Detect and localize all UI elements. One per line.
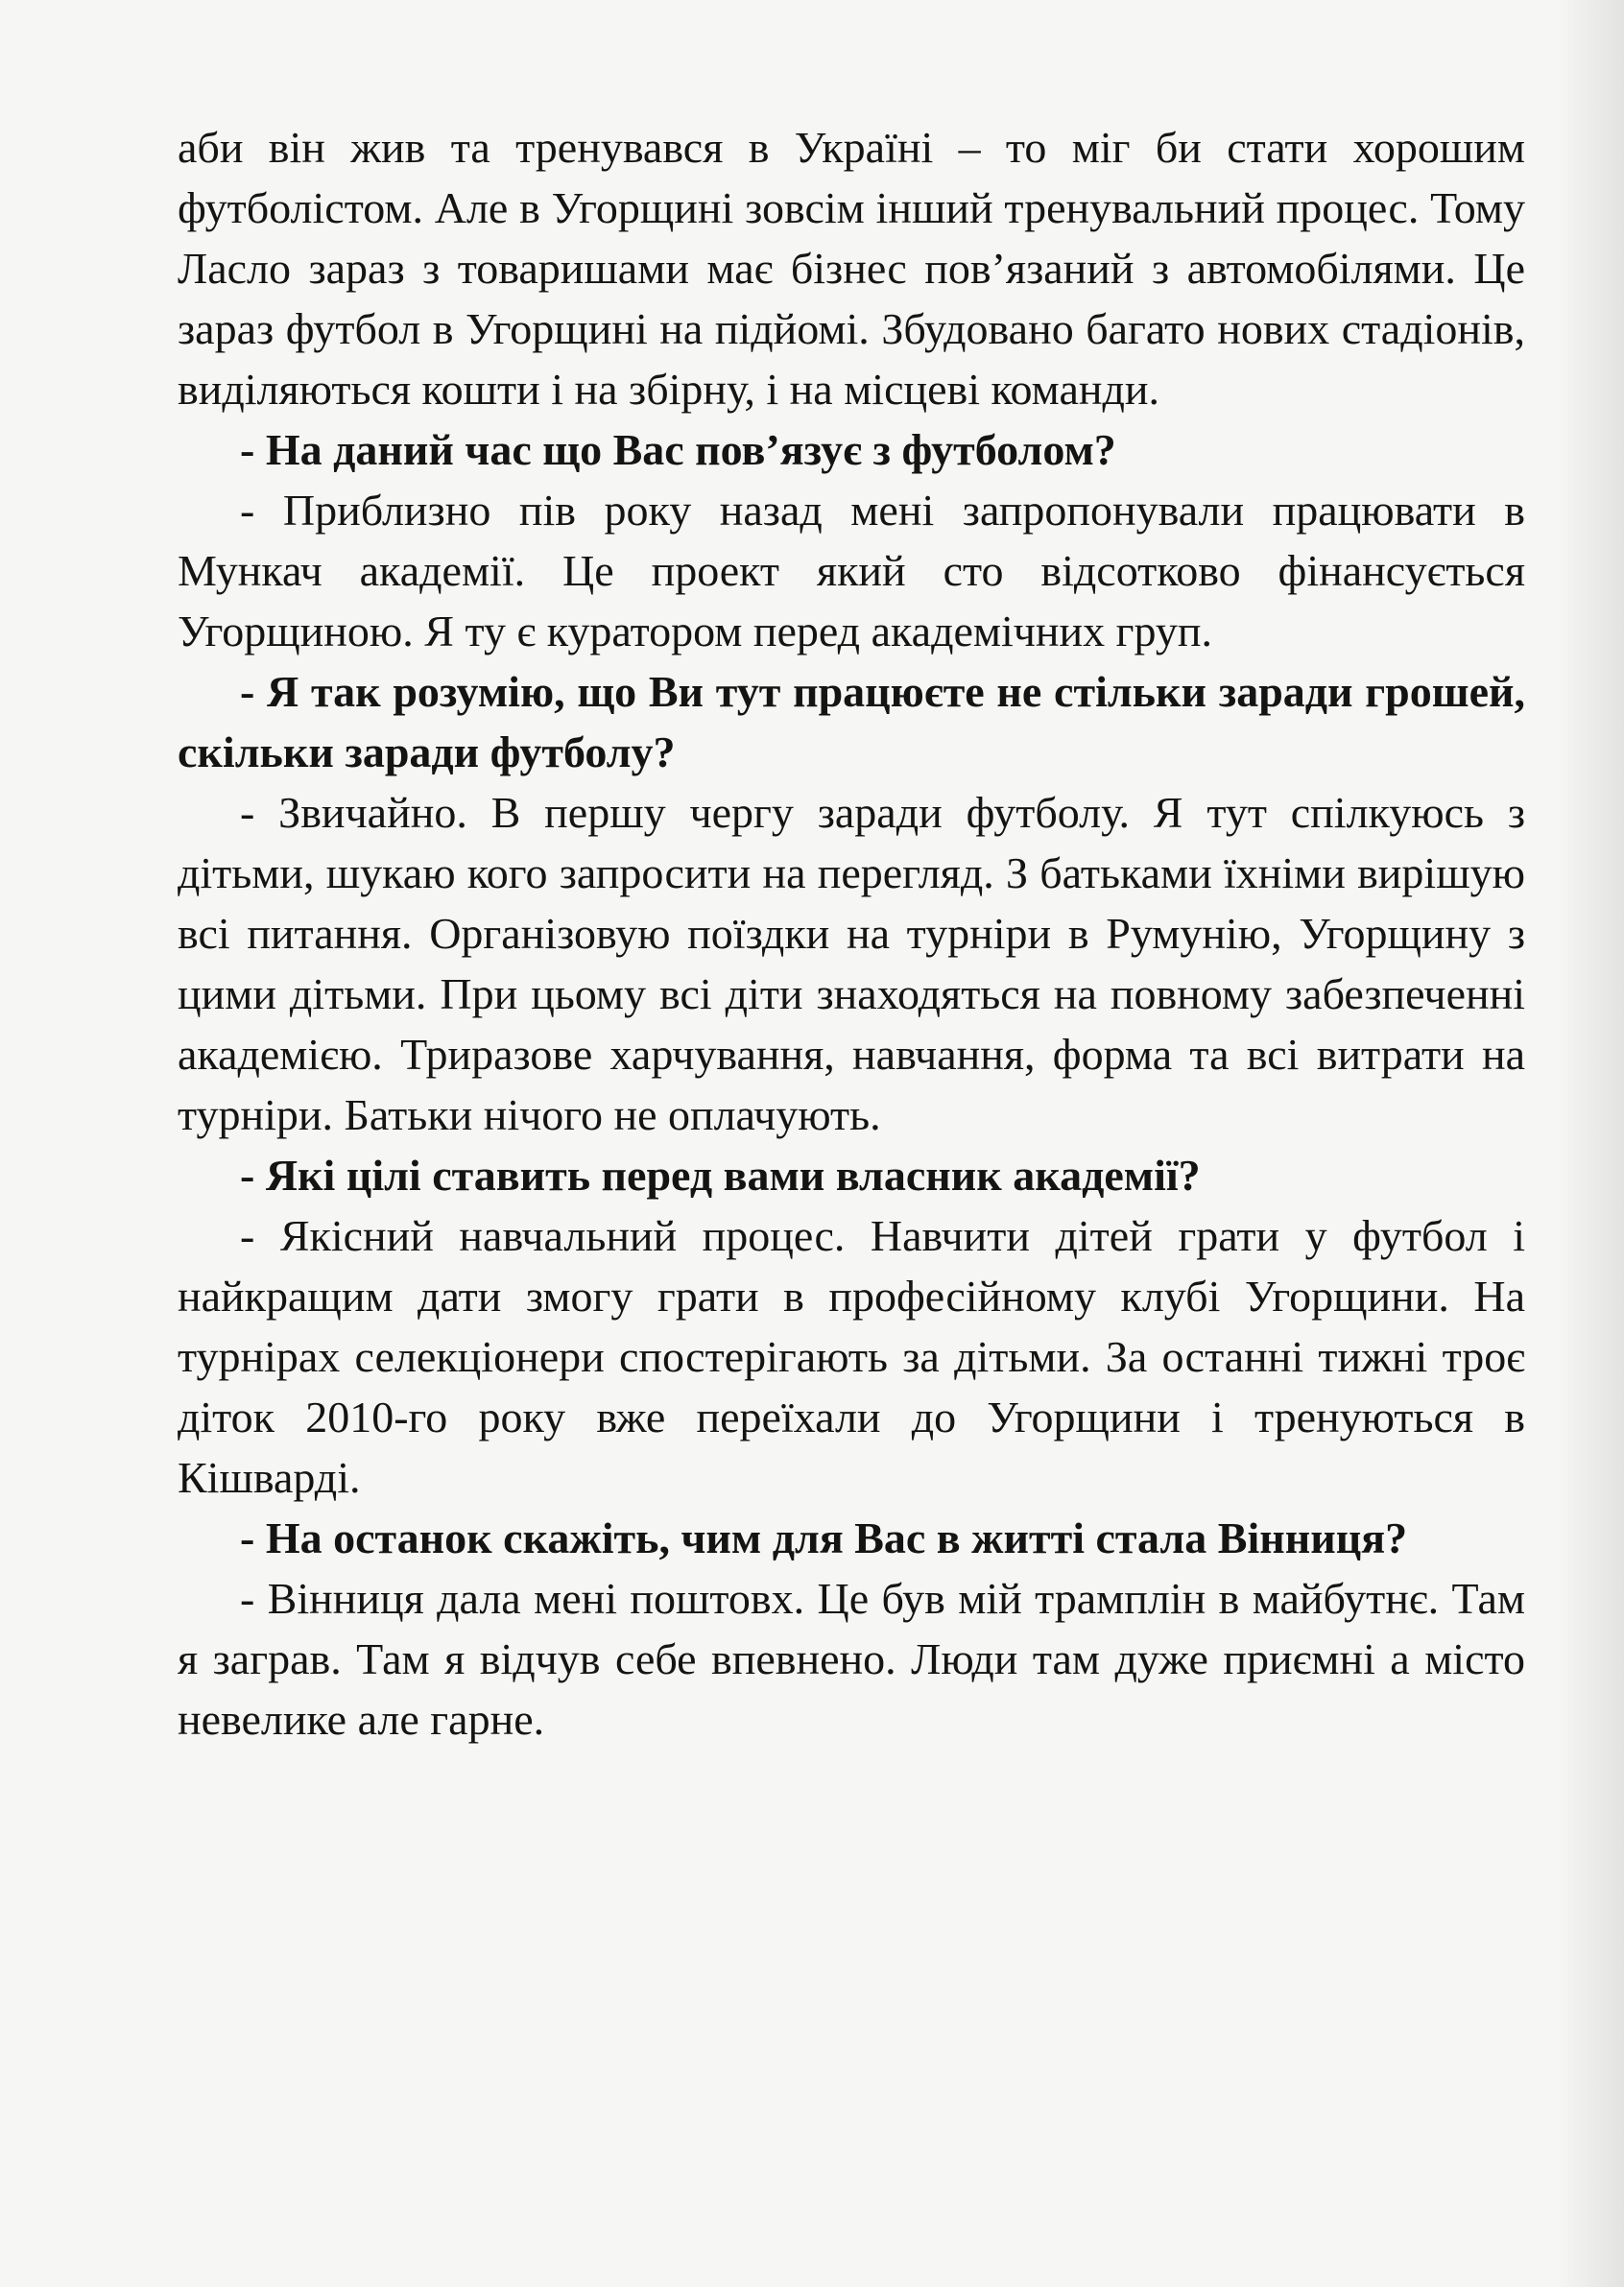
article-text (178, 117, 1525, 1750)
answer-paragraph: - Приблизно пів року назад мені запропонували працювати в Мункач академії. Це проект який сто відсотково фінансується Угорщиною. Я ту є куратором перед академічних груп. (178, 486, 1525, 655)
answer-paragraph: аби він жив та тренувався в Україні – то міг би стати хорошим футболістом. Але в Угорщині зовсім інший тренувальний процес. Тому Ласло зараз з товаришами має бізнес пов’язаний з автомобілями. Це зараз футбол в Угорщині на підйомі. Збудовано багато нових стадіонів, виділяються кошти і на збірну, і на місцеві команди. (178, 123, 1525, 414)
answer-paragraph: - Якісний навчальний процес. Навчити дітей грати у футбол і найкращим дати змогу грати в професійному клубі Угорщини. На турнірах селекціонери спостерігають за дітьми. За останні тижні троє діток 2010-го року вже переїхали до Угорщини і тренуються в Кішварді. (178, 1211, 1525, 1502)
answer-paragraph: - Звичайно. В першу чергу заради футболу. Я тут спілкуюсь з дітьми, шукаю кого запросити на перегляд. З батьками їхніми вирішую всі питання. Організовую поїздки на турніри в Румунію, Угорщину з цими дітьми. При цьому всі діти знаходяться на повному забезпеченні академією. Триразове харчування, навчання, форма та всі витрати на турніри. Батьки нічого не оплачують. (178, 788, 1525, 1139)
question-paragraph: - Я так розумію, що Ви тут працюєте не стільки заради грошей, скільки заради футболу? (178, 667, 1525, 776)
page-edge-shadow (1557, 0, 1624, 2287)
answer-paragraph: - Вінниця дала мені поштовх. Це був мій трамплін в майбутнє. Там я заграв. Там я відчув себе впевнено. Люди там дуже приємні а місто невелике але гарне. (178, 1574, 1525, 1744)
question-paragraph: - Які цілі ставить перед вами власник академії? (240, 1151, 1201, 1200)
question-paragraph: - На даний час що Вас пов’язує з футболом? (240, 425, 1116, 474)
question-paragraph: - На останок скажіть, чим для Вас в житті стала Вінниця? (240, 1513, 1408, 1562)
